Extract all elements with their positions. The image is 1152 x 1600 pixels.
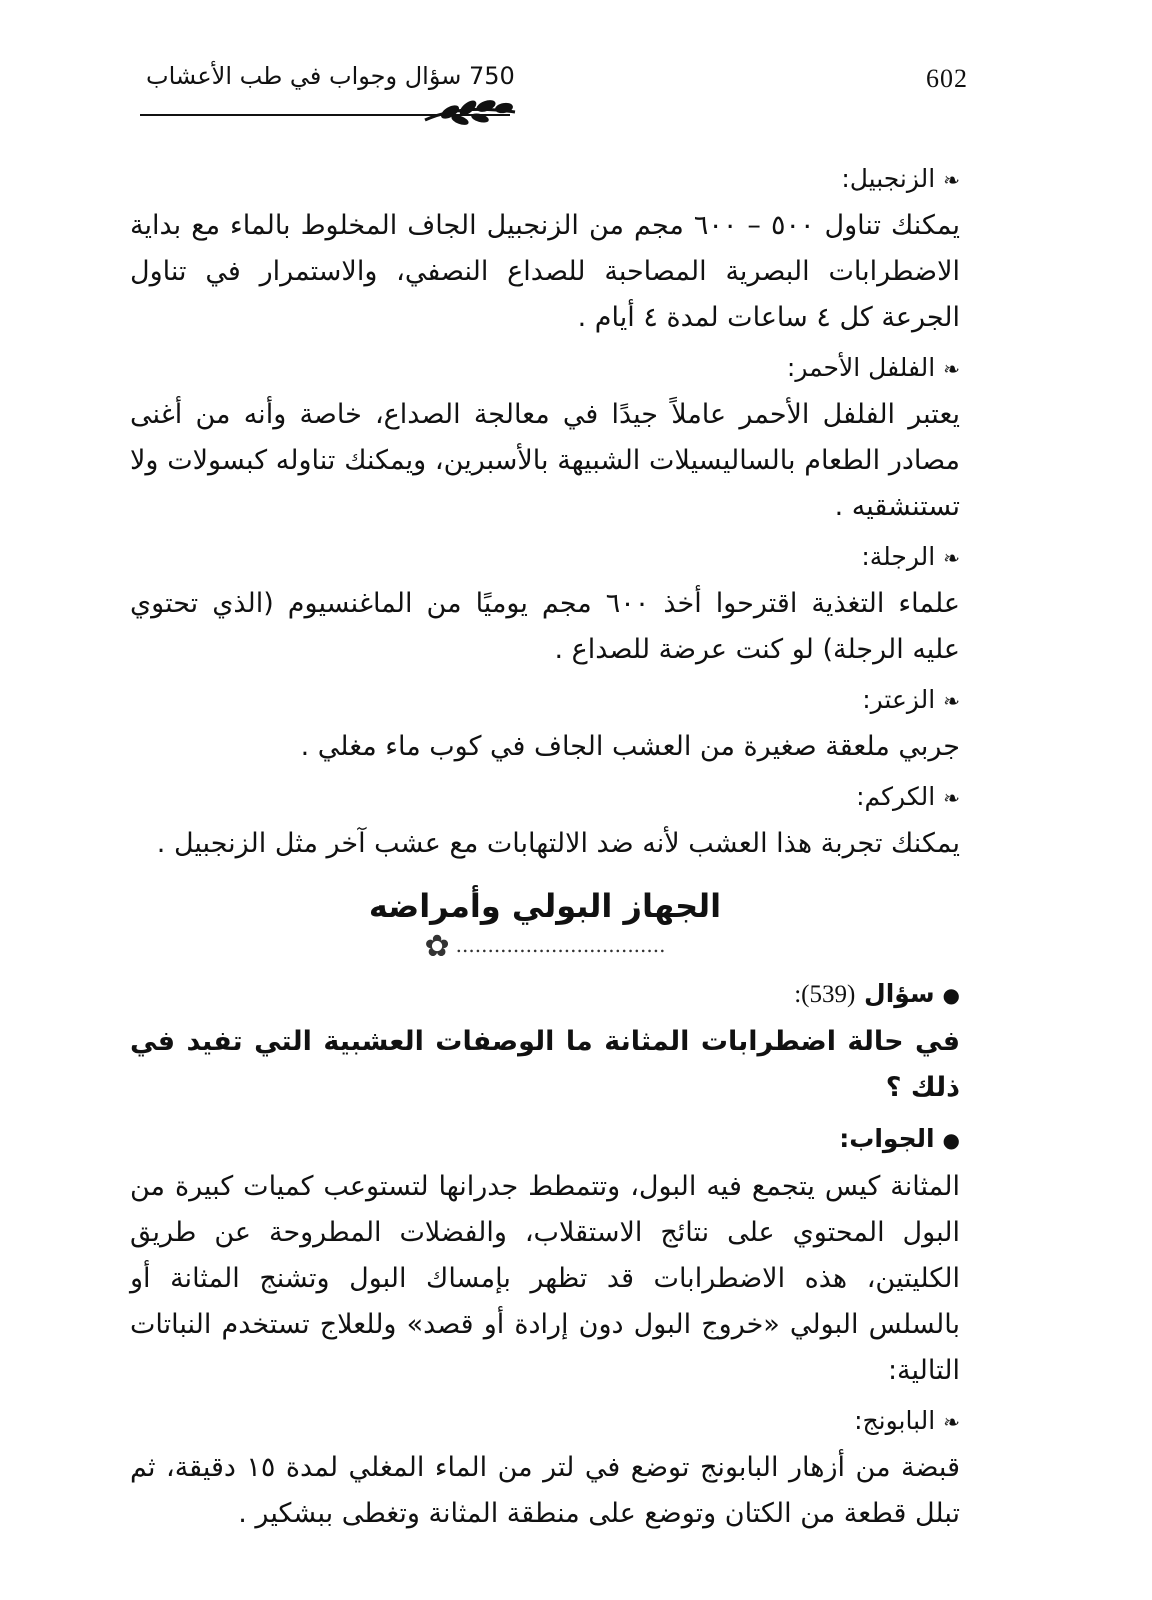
heading-text: الفلفل الأحمر: [786, 353, 936, 382]
leaf-icon: ❧ [943, 168, 960, 192]
ornament-row [130, 929, 960, 964]
heading-text: الرجلة: [861, 542, 936, 571]
question-label: سؤال [864, 979, 935, 1008]
leaf-ornament-icon [420, 94, 520, 128]
heading-text: الزنجبيل: [841, 164, 936, 193]
question-number: (539): [794, 981, 856, 1008]
herb-heading-purslane [130, 538, 960, 577]
herb-heading-ginger [130, 160, 960, 199]
chapter-title: الجهاز البولي وأمراضه [368, 887, 722, 925]
question-heading [130, 974, 960, 1015]
herb-heading-chamomile [130, 1402, 960, 1441]
answer-text: المثانة كيس يتجمع فيه البول، وتتمطط جدرانها لتستوعب كميات كبيرة من البول المحتوي على نتائج الاستقلاب، والفضلات المطروحة عن طريق الكليتين، هذه الاضطرابات قد تظهر بإمساك البول وتشنج المثانة أو بالسلس البولي «خروج البول دون إرادة أو قصد» وللعلاج تستخدم النباتات التالية: [130, 1171, 960, 1386]
flower-icon: ✿ [424, 929, 450, 964]
paragraph-chamomile: قبضة من أزهار البابونج توضع في لتر من الماء المغلي لمدة ١٥ دقيقة، ثم تبلل قطعة من الكتان وتوضع على منطقة المثانة وتغطى ببشكير . [130, 1452, 960, 1529]
question-text: في حالة اضطرابات المثانة ما الوصفات العشبية التي تفيد في ذلك ؟ [130, 1026, 960, 1103]
paragraph-red-pepper: يعتبر الفلفل الأحمر عاملاً جيدًا في معالجة الصداع، خاصة وأنه من أغنى مصادر الطعام بالساليسيلات الشبيهة بالأسبرين، ويمكنك تناوله كبسولات ولا تستنشقيه . [130, 399, 960, 522]
page-content [130, 160, 960, 1545]
apple-icon: ● [942, 1128, 960, 1152]
leaf-icon: ❧ [943, 1410, 960, 1434]
apple-icon: ● [942, 983, 960, 1007]
paragraph-turmeric: يمكنك تجربة هذا العشب لأنه ضد الالتهابات مع عشب آخر مثل الزنجبيل . [156, 828, 960, 859]
leaf-icon: ❧ [943, 786, 960, 810]
leaf-icon: ❧ [943, 357, 960, 381]
herb-heading-turmeric [130, 778, 960, 817]
paragraph-ginger: يمكنك تناول ٥٠٠ – ٦٠٠ مجم من الزنجبيل الجاف المخلوط بالماء مع بداية الاضطرابات البصرية المصاحبة للصداع النصفي، والاستمرار في تناول الجرعة كل ٤ ساعات لمدة ٤ أيام . [130, 210, 960, 333]
heading-text: الكركم: [856, 782, 936, 811]
herb-heading-thyme [130, 681, 960, 720]
leaf-icon: ❧ [943, 689, 960, 713]
running-title: 750 سؤال وجواب في طب الأعشاب [146, 62, 515, 90]
leaf-icon: ❧ [943, 546, 960, 570]
answer-label: الجواب: [839, 1124, 935, 1153]
answer-heading [130, 1119, 960, 1160]
page-header [140, 58, 980, 128]
paragraph-thyme: جربي ملعقة صغيرة من العشب الجاف في كوب ماء مغلي . [300, 731, 960, 762]
heading-text: الزعتر: [862, 685, 936, 714]
paragraph-purslane: علماء التغذية اقترحوا أخذ ٦٠٠ مجم يوميًا من الماغنسيوم (الذي تحتوي عليه الرجلة) لو كنت عرضة للصداع . [130, 588, 961, 665]
heading-text: البابونج: [854, 1406, 936, 1435]
page-number: 602 [926, 64, 968, 93]
herb-heading-red-pepper [130, 349, 960, 388]
dotted-line: ................................. [455, 933, 666, 957]
